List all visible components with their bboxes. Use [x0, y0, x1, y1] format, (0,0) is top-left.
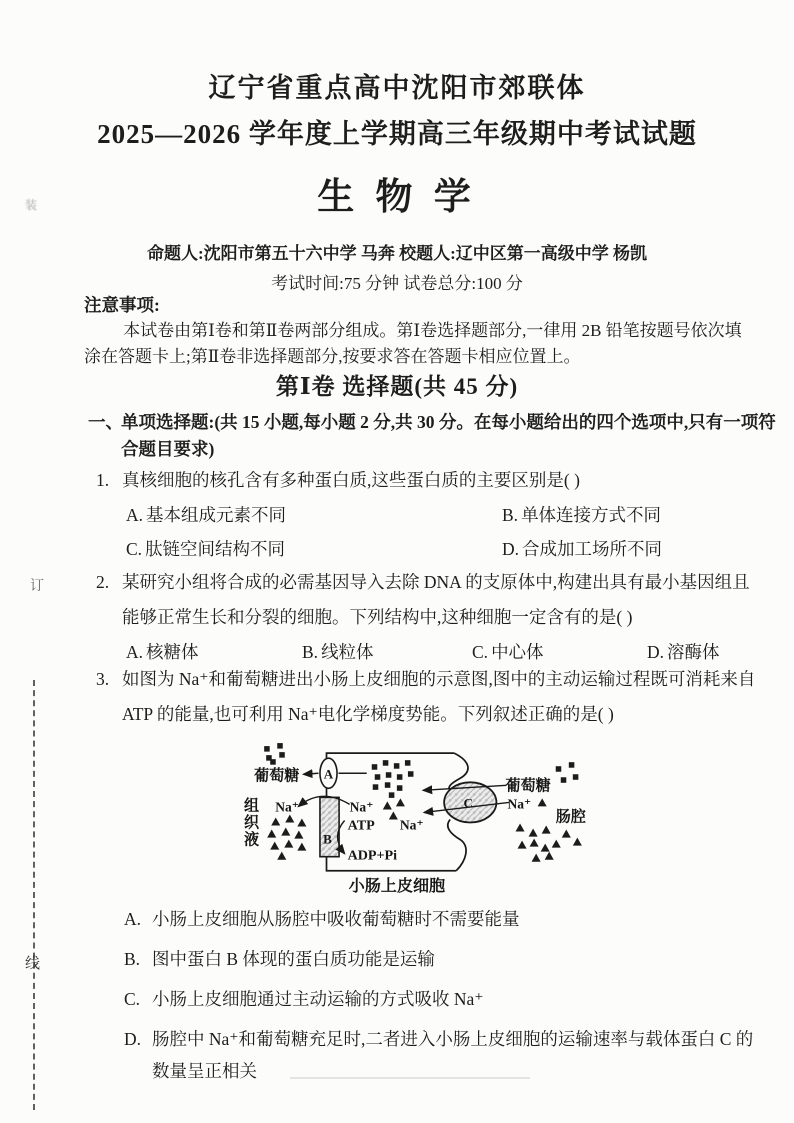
- question-2-stem-text: 某研究小组将合成的必需基因导入去除 DNA 的支原体中,构建出具有最小基因组且能够正常生长和分裂的细胞。下列结构中,这种细胞一定含有的是( ): [122, 572, 750, 627]
- option-text: 小肠上皮细胞从肠腔中吸收葡萄糖时不需要能量: [152, 909, 520, 929]
- question-1-stem: [96, 463, 756, 498]
- sodium-center-label: Na⁺: [399, 817, 424, 833]
- question-3-stem-text: 如图为 Na⁺和葡萄糖进出小肠上皮细胞的示意图,图中的主动运输过程既可消耗来自 ATP 的能量,也可利用 Na⁺电化学梯度势能。下列叙述正确的是( ): [122, 669, 756, 724]
- option-label: A.: [126, 505, 144, 525]
- protein-b-pump: [320, 797, 339, 856]
- question-2: [96, 565, 756, 670]
- part-number: 一、: [88, 412, 123, 432]
- protein-c-label: C: [463, 795, 473, 811]
- option-text: 小肠上皮细胞通过主动运输的方式吸收 Na⁺: [152, 989, 484, 1009]
- question-1: [96, 463, 756, 566]
- question-1-option-c: [126, 532, 502, 566]
- option-text: 肽链空间结构不同: [145, 539, 286, 559]
- glucose-out-arrow: [303, 773, 318, 774]
- option-label: B.: [302, 642, 319, 662]
- glucose-out-label: 葡萄糖: [254, 768, 300, 785]
- part-instruction: [88, 409, 791, 463]
- adp-pi-label: ADP+Pi: [347, 847, 398, 864]
- question-3-number: 3.: [96, 669, 110, 689]
- question-3-stem: [96, 662, 756, 732]
- tissue-fluid-label-char3: 液: [244, 832, 260, 849]
- binding-dashed-line: [33, 680, 35, 1110]
- option-text: 图中蛋白 B 体现的蛋白质功能是运输: [152, 949, 435, 969]
- atp-label: ATP: [347, 817, 375, 834]
- binding-mark-ding: 订: [30, 579, 44, 594]
- question-3-options: [124, 903, 760, 1095]
- cell-transport-diagram: [233, 740, 605, 901]
- option-text: 溶酶体: [667, 642, 720, 662]
- notice-body: 本试卷由第Ⅰ卷和第Ⅱ卷两部分组成。第Ⅰ卷选择题部分,一律用 2B 铅笔按题号依次填涂在答题卡上;第Ⅱ卷非选择题部分,按要求答在答题卡相应位置上。: [84, 321, 742, 366]
- question-3-option-b: [124, 943, 760, 975]
- notice-title: 注意事项:: [84, 295, 160, 315]
- cell-label: 小肠上皮细胞: [348, 877, 446, 895]
- sodium-lumen-label: Na⁺: [507, 796, 532, 812]
- question-1-stem-text: 真核细胞的核孔含有多种蛋白质,这些蛋白质的主要区别是( ): [122, 470, 580, 490]
- question-1-option-d: [502, 532, 756, 566]
- exam-time-score-line: 考试时间:75 分钟 试卷总分:100 分: [271, 274, 523, 293]
- option-text: 线粒体: [321, 642, 374, 662]
- question-3: [96, 662, 756, 732]
- notice-section: [84, 292, 758, 370]
- binding-mark-xian: 线: [25, 956, 41, 972]
- question-1-options: [96, 498, 756, 566]
- question-3-option-c: [124, 983, 760, 1015]
- option-text: 单体连接方式不同: [521, 505, 662, 525]
- option-text: 基本组成元素不同: [146, 505, 287, 525]
- question-2-number: 2.: [96, 572, 110, 592]
- option-label: B.: [502, 505, 519, 525]
- option-label: C.: [124, 989, 141, 1009]
- tissue-fluid-label-char2: 织: [244, 815, 260, 832]
- option-text: 中心体: [491, 642, 544, 662]
- exam-session-title: 2025—2026 学年度上学期高三年级期中考试试题: [97, 119, 697, 149]
- section-1-title: 第Ⅰ卷 选择题(共 45 分): [275, 374, 519, 399]
- option-label: C.: [472, 642, 489, 662]
- tissue-fluid-label-char1: 组: [244, 798, 260, 815]
- option-label: D.: [647, 642, 665, 662]
- glucose-lumen-label: 葡萄糖: [505, 778, 551, 795]
- protein-b-label: B: [323, 831, 332, 847]
- lumen-label: 肠腔: [555, 809, 586, 826]
- option-label: D.: [124, 1029, 142, 1049]
- question-2-stem: [96, 565, 756, 635]
- question-3-option-d: [124, 1023, 760, 1087]
- subject-title: 生 物 学: [317, 177, 477, 218]
- part-instruction-text: 单项选择题:(共 15 小题,每小题 2 分,共 30 分。在每小题给出的四个选项中,只有一项符合题目要求): [121, 412, 776, 459]
- binding-mark-zhuang: 装: [25, 198, 38, 212]
- option-label: A.: [124, 909, 142, 929]
- option-label: B.: [124, 949, 141, 969]
- option-text: 肠腔中 Na⁺和葡萄糖充足时,二者进入小肠上皮细胞的运输速率与载体蛋白 C 的数量呈正相关: [152, 1029, 754, 1081]
- question-1-option-a: [126, 498, 502, 532]
- option-label: C.: [126, 539, 143, 559]
- protein-a-label: A: [323, 766, 334, 782]
- school-title: 辽宁省重点高中沈阳市郊联体: [208, 73, 586, 103]
- sodium-ions: [267, 798, 582, 861]
- question-1-option-b: [502, 498, 756, 532]
- question-1-number: 1.: [96, 470, 110, 490]
- sodium-in-label: Na⁺: [349, 799, 374, 815]
- sodium-out-label: Na⁺: [275, 799, 299, 815]
- option-text: 合成加工场所不同: [522, 539, 663, 559]
- question-3-option-a: [124, 903, 760, 935]
- setters-line: 命题人:沈阳市第五十六中学 马奔 校题人:辽中区第一高级中学 杨凯: [146, 244, 648, 263]
- option-text: 核糖体: [146, 642, 199, 662]
- option-label: A.: [126, 642, 144, 662]
- option-label: D.: [502, 539, 520, 559]
